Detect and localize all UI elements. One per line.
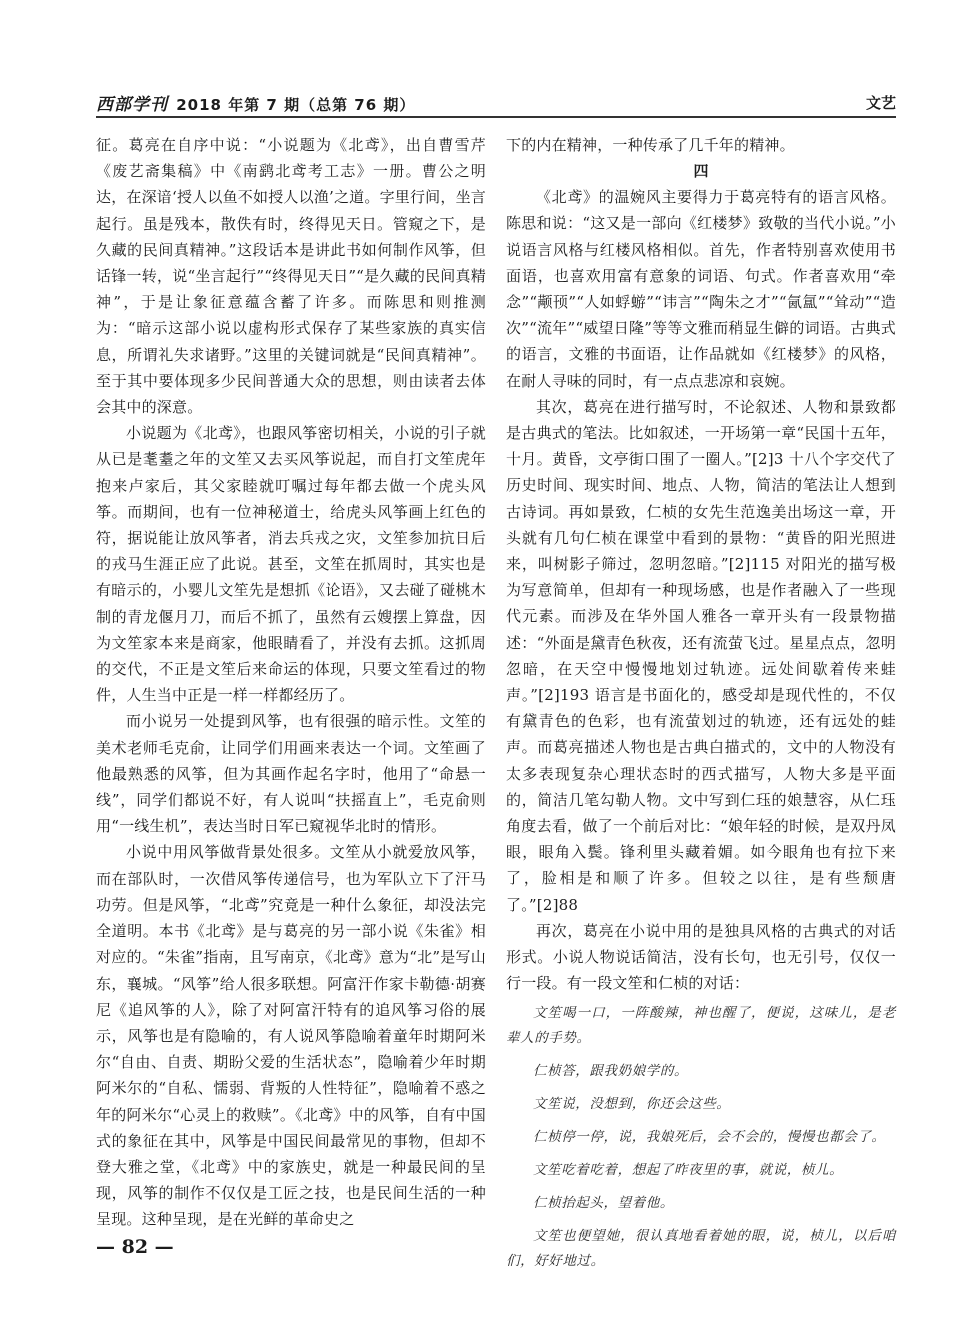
body-paragraph: 再次，葛亮在小说中用的是独具风格的古典式的对话形式。小说人物说话简洁，没有长句，也无引号，仅仅一行一段。有一段文笙和仁桢的对话： — [506, 921, 896, 993]
journal-logo: 西部学刊 — [96, 95, 168, 115]
section-heading: 四 — [693, 162, 709, 181]
dialogue-line: 仁桢停一停，说，我娘死后，会不会的，慢慢也都会了。 — [533, 1128, 886, 1145]
journal-issue-line — [96, 90, 415, 115]
dialogue-line: 仁桢抬起头，望着他。 — [533, 1194, 674, 1211]
page-header — [96, 86, 896, 118]
dialogue-line: 文笙说，没想到，你还会这些。 — [533, 1095, 731, 1112]
body-paragraph: 小说题为《北鸢》，也跟风筝密切相关，小说的引子就从已是耄耋之年的文笙又去买风筝说起，而自打文笙虎年抱来卢家后，其父家睦就叮嘱过每年都去做一个虎头风筝。而期间，也有一位神秘道士，给虎头风筝画上红色的符，据说能让放风筝者，消去兵戎之灾，文笙参加抗日后的戎马生涯正应了此说。甚至，文笙在抓周时，其实也是有暗示的，小婴儿文笙先是想抓《论语》，又去碰了碰桃木制的青龙偃月刀，而后不抓了，虽然有云嫂摆上算盘，因为文笙家本来是商家，他眼睛看了，并没有去抓。这抓周的交代，不正是文笙后来命运的体现，只要文笙看过的物件，人生当中正是一样一样都经历了。 — [96, 424, 486, 705]
page-number: — 82 — — [96, 1236, 174, 1258]
dialogue-line: 文笙喝一口，一阵酸辣，神也醒了，便说，这味儿，是老辈人的手势。 — [506, 1004, 896, 1046]
body-paragraph: 小说中用风筝做背景处很多。文笙从小就爱放风筝，而在部队时，一次借风筝传递信号，也为军队立下了汗马功劳。但是风筝，“北鸢”究竟是一种什么象征，却没法完全道明。本书《北鸢》是与葛亮的另一部小说《朱雀》相对应的。“朱雀”指南，且写南京，《北鸢》意为“北”是写山东，襄城。“风筝”给人很多联想。阿富汗作家卡勒德·胡赛尼《追风筝的人》，除了对阿富汗特有的追风筝习俗的展示，风筝也是有隐喻的，有人说风筝隐喻着童年时期阿米尔“自由、自责、期盼父爱的生活状态”，隐喻着少年时期阿米尔的“自私、懦弱、背叛的人性特征”，隐喻着不惑之年的阿米尔“心灵上的救赎”。《北鸢》中的风筝，自有中国式的象征在其中，风筝是中国民间最常见的事物，但却不登大雅之堂，《北鸢》中的家族史，就是一种最民间的呈现，风筝的制作不仅仅是工匠之技，也是民间生活的一种呈现。这种呈现，是在光鲜的革命史之 — [96, 843, 486, 1229]
dialogue-block — [506, 1001, 896, 1274]
body-paragraph: 而小说另一处提到风筝，也有很强的暗示性。文笙的美术老师毛克俞，让同学们用画来表达一个词。文笙画了他最熟悉的风筝，但为其画作起名字时，他用了“命悬一线”，同学们都说不好，有人说叫“扶摇直上”，毛克俞则用“一线生机”，表达当时日军已窥视华北时的情形。 — [96, 712, 486, 836]
continued-paragraph: 下的内在精神，一种传承了几千年的精神。 — [506, 136, 795, 154]
dialogue-line: 文笙也便望她，很认真地看着她的眼，说，桢儿，以后咱们，好好地过。 — [506, 1227, 896, 1269]
body-paragraph: 《北鸢》的温婉风主要得力于葛亮特有的语言风格。陈思和说：“这又是一部向《红楼梦》致敬的当代小说。”小说语言风格与红楼风格相似。首先，作者特别喜欢使用书面语，也喜欢用富有意象的词语、句式。作者喜欢用“牵念”“颟顸”“人如蜉蝣”“讳言”“陶朱之才”“氤氲”“耸动”“造次”“流年”“威望日隆”等等文雅而稍显生僻的词语。古典式的语言，文雅的书面语，让作品就如《红楼梦》的风格，在耐人寻味的同时，有一点点悲凉和哀婉。 — [506, 188, 896, 390]
body-paragraph: 征。葛亮在自序中说：“小说题为《北鸢》，出自曹雪芹《废艺斋集稿》中《南鹞北鸢考工志》一册。曹公之明达，在深谙‘授人以鱼不如授人以渔’之道。字里行间，坐言起行。虽是残本，散佚有时，终得见天日。管窥之下，是久藏的民间真精神。”这段话本是讲此书如何制作风筝，但话锋一转，说“坐言起行”“终得见天日”“是久藏的民间真精神”，于是让象征意蕴含蓄了许多。而陈思和则推测为：“暗示这部小说以虚构形式保存了某些家族的真实信息，所谓礼失求诸野。”这里的关键词就是“民间真精神”。至于其中要体现多少民间普通大众的思想，则由读者去体会其中的深意。 — [96, 136, 486, 417]
section-tag: 文艺 — [865, 94, 896, 112]
dialogue-line: 仁桢答，跟我奶娘学的。 — [533, 1062, 689, 1079]
issue-label: 2018 年第 7 期（总第 76 期） — [176, 96, 416, 114]
dialogue-line: 文笙吃着吃着，想起了昨夜里的事，就说，桢儿。 — [533, 1161, 844, 1178]
body-paragraph: 其次，葛亮在进行描写时，不论叙述、人物和景致都是古典式的笔法。比如叙述，一开场第一章“民国十五年，十月。黄昏，文亭街口围了一圈人。”[2]3 十八个字交代了历史时间、现实时间、地点、人物，简洁的笔法让人想到古诗词。再如景致，仁桢的女先生范逸美出场这一章，开头就有几句仁桢在课堂中看到的景物：“黄昏的阳光照进来，叫树影子筛过，忽明忽暗。”[2]115 对阳光的描写极为写意简单，但却有一种现场感，也是作者融入了一些现代元素。而涉及在华外国人雅各一章开头有一段景物描述：“外面是黛青色秋夜，还有流萤飞过。星星点点，忽明忽暗，在天空中慢慢地划过轨迹。远处间歇着传来蛙声。”[2]193 语言是书面化的，感受却是现代性的，不仅有黛青色的色彩，也有流萤划过的轨迹，还有远处的蛙声。而葛亮描述人物也是古典白描式的，文中的人物没有太多表现复杂心理状态时的西式描写，人物大多是平面的，简洁几笔勾勒人物。文中写到仁珏的娘慧容，从仁珏角度去看，做了一个前后对比：“娘年轻的时候，是双丹凤眼，眼角入鬓。锋利里头藏着媚。如今眼角也有拉下来了，脸相是和顺了许多。但较之以往，是有些颓唐了。”[2]88 — [506, 397, 896, 914]
left-column — [96, 132, 486, 1233]
right-column — [506, 132, 896, 1274]
